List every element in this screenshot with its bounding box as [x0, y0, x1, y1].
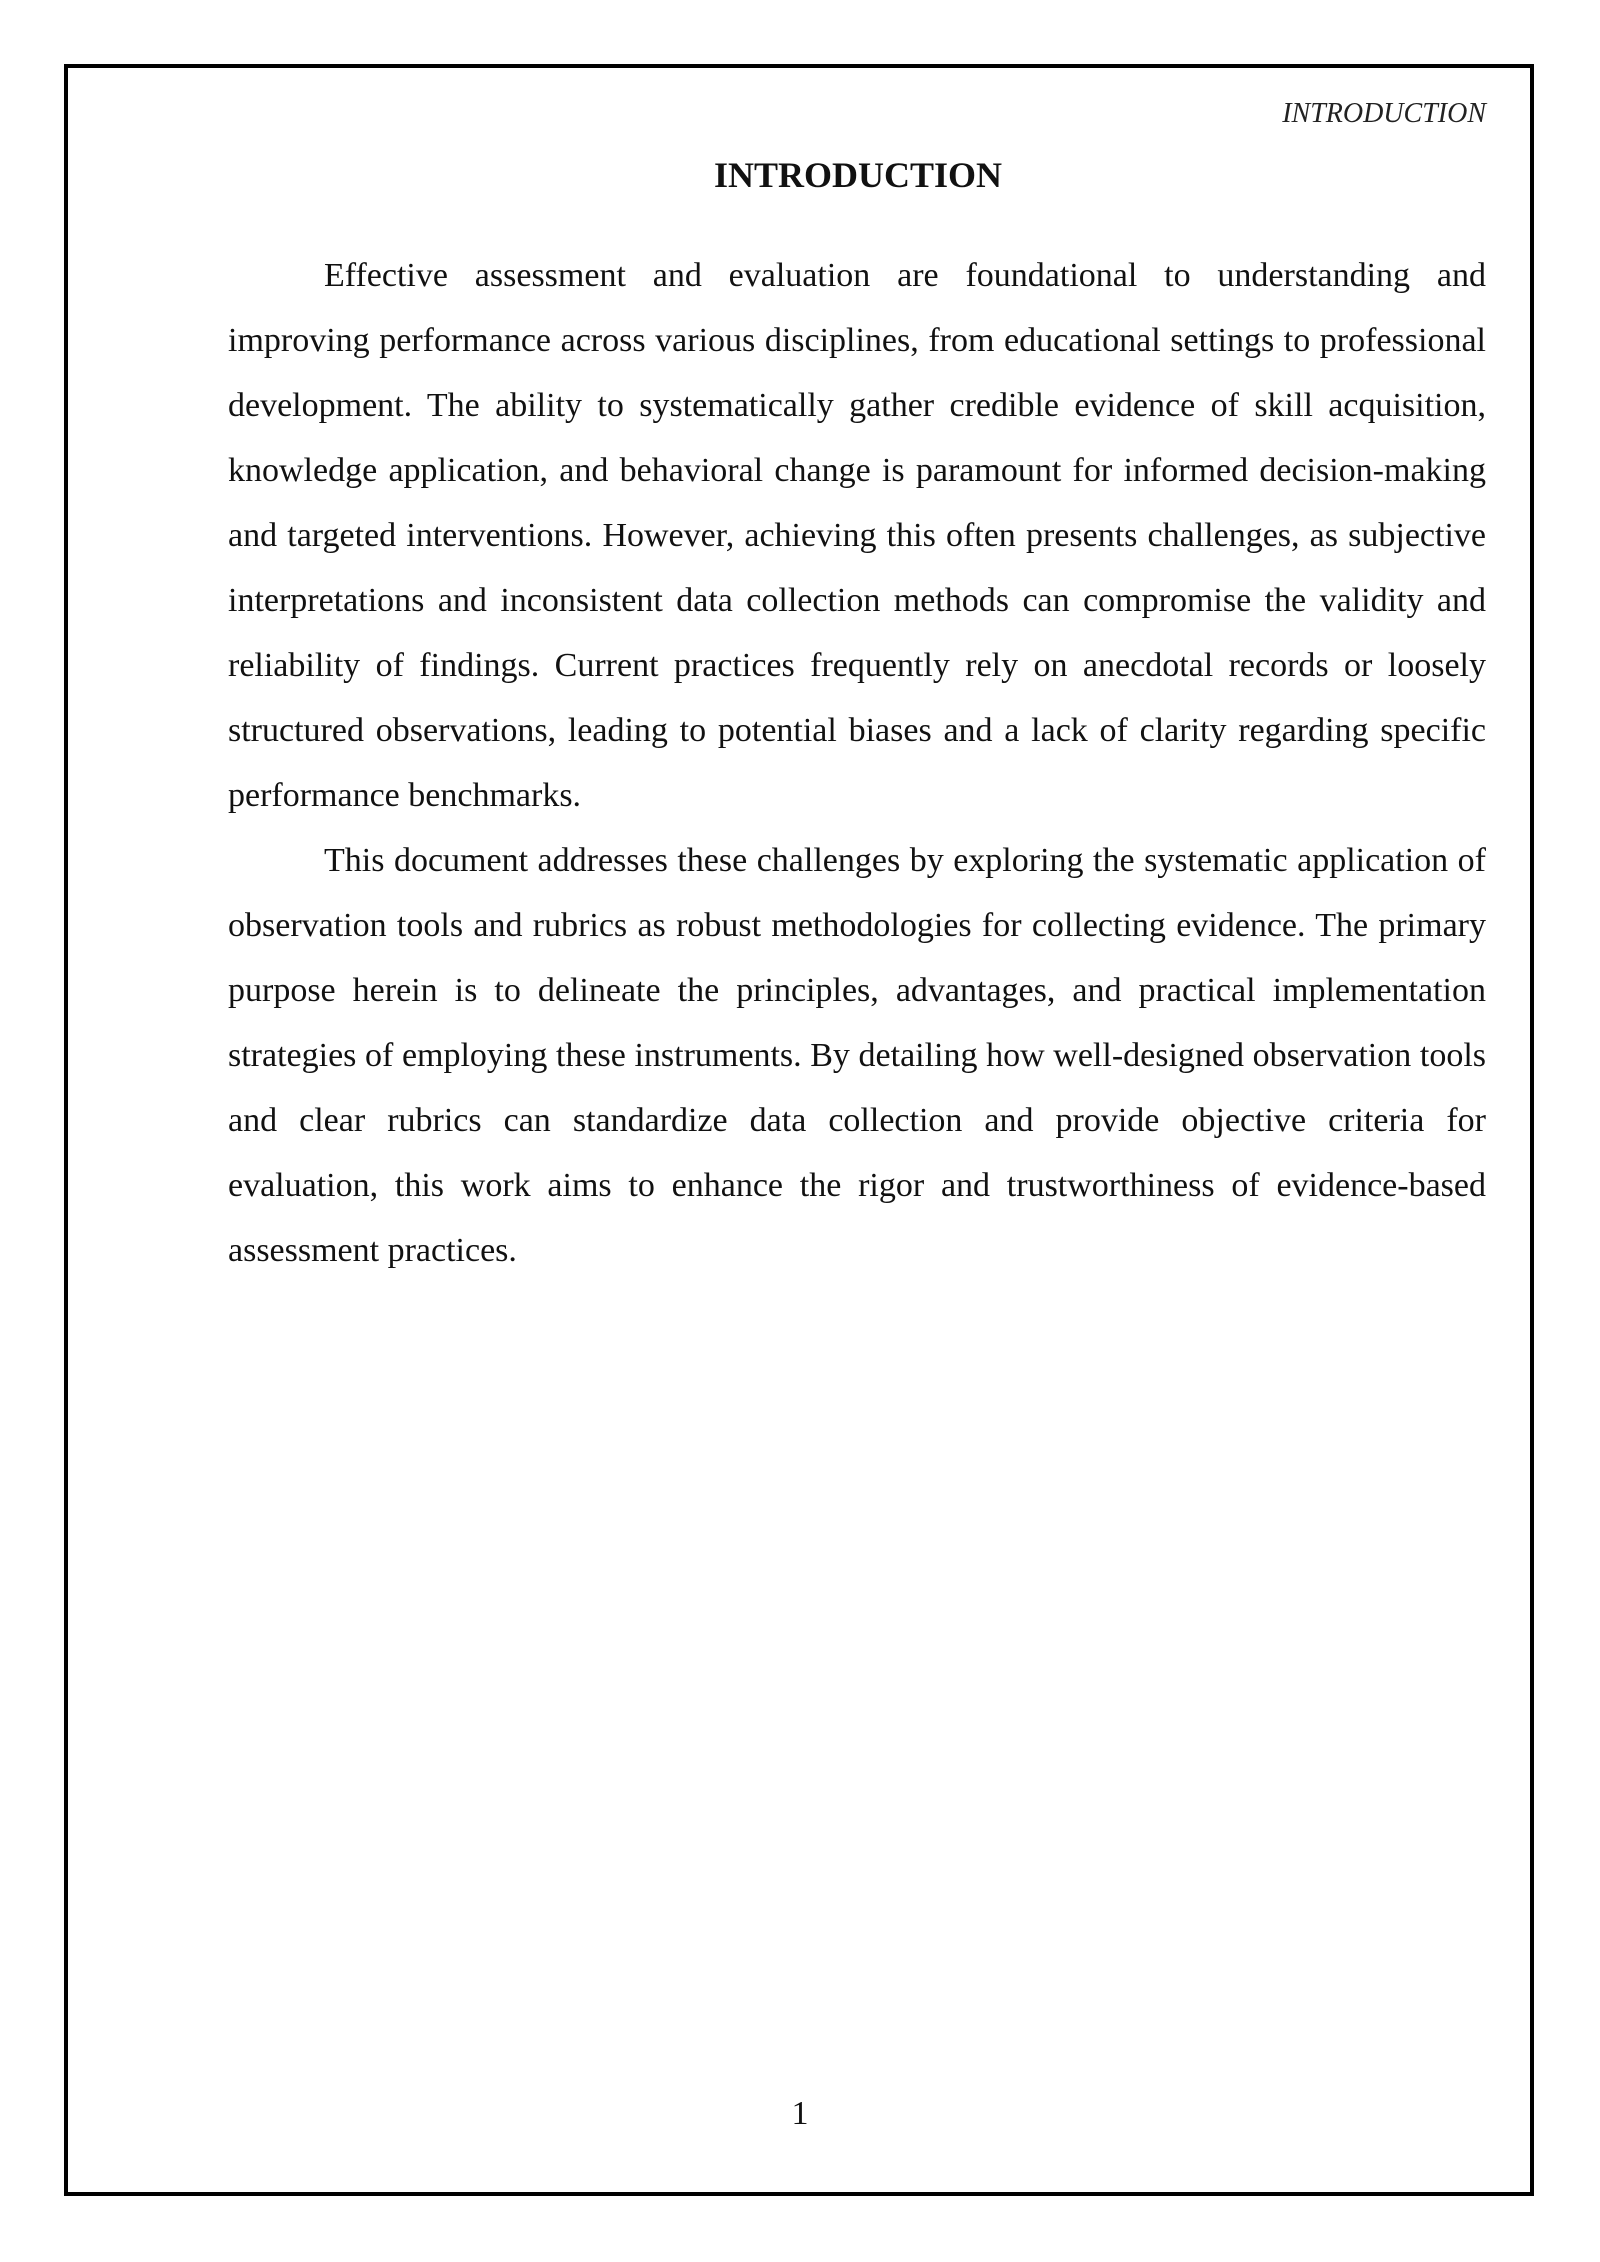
paragraph-1: Effective assessment and evaluation are foundational to understanding and improving performance across various disciplines, from educational settings to professional development. The ability to systematically gather credible evidence of skill acquisition, knowledge application, and behavioral change is paramount for informed decision-making and targeted interventions. However, achieving this often presents challenges, as subjective interpretations and inconsistent data collection methods can compromise the validity and reliability of findings. Current practices frequently rely on anecdotal records or loosely structured observations, leading to potential biases and a lack of clarity regarding specific performance benchmarks. [228, 257, 1486, 814]
page-number: 1 [791, 2095, 809, 2132]
page-title: INTRODUCTION [713, 155, 1003, 195]
body-text [228, 243, 1486, 1283]
running-header: INTRODUCTION [1282, 98, 1486, 129]
paragraph-2: This document addresses these challenges by exploring the systematic application of observation tools and rubrics as robust methodologies for collecting evidence. The primary purpose herein is to delineate the principles, advantages, and practical implementation strategies of employing these instruments. By detailing how well-designed observation tools and clear rubrics can standardize data collection and provide objective criteria for evaluation, this work aims to enhance the rigor and trustworthiness of evidence-based assessment practices. [228, 842, 1486, 1269]
